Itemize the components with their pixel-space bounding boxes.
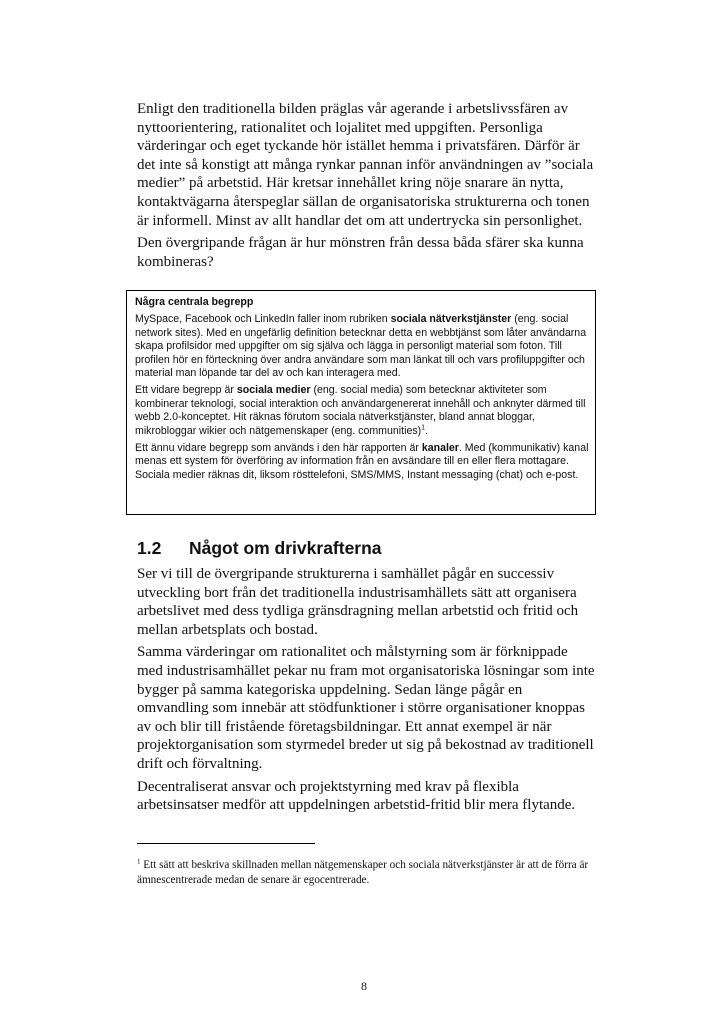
footnote-marker: 1 <box>137 857 141 866</box>
concepts-paragraph-2 <box>135 384 589 438</box>
section-heading <box>137 538 382 559</box>
footnote <box>137 858 597 887</box>
intro-paragraph-2: Den övergripande frågan är hur mönstren från dessa båda sfärer ska kunna kombineras? <box>137 235 584 270</box>
text-span: (eng. social media) som betecknar aktiviteter som kombinerar teknologi, social interaktion och användargenererat innehåll och anknyter därmed till webb 2.0-konceptet. Hit räknas förutom sociala nätverkstjänster, bland annat bloggar, mikrobloggar wikier och nätgemenskaper (eng. communities) <box>135 384 586 437</box>
concepts-paragraph-3 <box>135 442 589 482</box>
section-text <box>137 565 597 819</box>
footnote-reference: 1 <box>421 424 426 432</box>
footnote-separator <box>137 843 315 844</box>
section-title: Något om drivkrafterna <box>189 538 382 558</box>
intro-paragraph-1: Enligt den traditionella bilden präglas vår agerande i arbetslivssfären av nyttoorientering, rationalitet och lojalitet med uppgiften. Personliga värderingar och eget tyckande hör istället hemma i privatsfären. Därför är det inte så konstigt att många rynkar pannan inför användningen av ”sociala medier” på arbetstid. Här kretsar innehållet kring nöje snarare än nytta, kontaktvägarna återspeglar sällan de organisatoriska strukturerna och tonen är informell. Minst av allt handlar det om att undertrycka sin personlighet. <box>137 101 594 229</box>
text-span: . <box>425 424 429 437</box>
text-span: Ett ännu vidare begrepp som används i den här rapporten är <box>135 442 422 455</box>
page-number: 8 <box>361 979 367 993</box>
section-number: 1.2 <box>137 538 162 558</box>
footnote-text: Ett sätt att beskriva skillnaden mellan nätgemenskaper och sociala nätverkstjänster är att de förra är ämnescentrerade medan de senare är egocentrerade. <box>137 859 589 886</box>
text-span: . Med (kommunikativ) kanal menas ett system för överföring av information från en avsändare till en eller flera mottagare. Sociala medier räknas dit, liksom rösttelefoni, SMS/MMS, Instant messaging (chat) och e-post. <box>135 442 589 481</box>
term-social-network-services: sociala nätverkstjänster <box>390 313 512 326</box>
concepts-paragraph-1 <box>135 313 589 380</box>
text-span: (eng. social network sites). Med en ungefärlig definition betecknar detta en webbtjänst som låter användarna skapa profilsidor med uppgifter om sig själva och lägga in personligt material som foton. Till profilen hör en förteckning över andra användare som man länkat till och vars profiluppgifter och material man löpande tar del av och kan interagera med. <box>135 313 587 380</box>
term-channels: kanaler <box>421 442 459 455</box>
text-span: Ett vidare begrepp är <box>135 384 237 397</box>
section-paragraph-1: Ser vi till de övergripande strukturerna i samhället pågår en successiv utveckling bort från det traditionella industrisamhällets sätt att organisera arbetslivet med dess tydliga gränsdragning mellan arbetstid och fritid och mellan arbetsplats och bostad. <box>137 566 579 638</box>
section-paragraph-2: Samma värderingar om rationalitet och målstyrning som är förknippade med industrisamhället pekar nu fram mot organisatoriska lösningar som inte bygger på samma kategoriska uppdelning. Sedan länge pågår en omvandling som innebär att stödfunktioner i större organisationer knoppas av och blir till fristående företagsbildningar. Ett annat exempel är när projektorganisation som styrmedel breder ut sig på bekostnad av traditionell drift och förvaltning. <box>137 644 595 772</box>
text-span: MySpace, Facebook och LinkedIn faller inom rubriken <box>135 313 391 326</box>
concepts-box-title: Några centrala begrepp <box>135 296 254 308</box>
section-paragraph-3: Decentraliserat ansvar och projektstyrning med krav på flexibla arbetsinsatser medför att uppdelningen arbetstid-fritid blir mera flytande. <box>137 778 576 814</box>
intro-text <box>137 100 597 275</box>
concepts-box <box>126 290 596 515</box>
term-social-media: sociala medier <box>236 384 311 397</box>
